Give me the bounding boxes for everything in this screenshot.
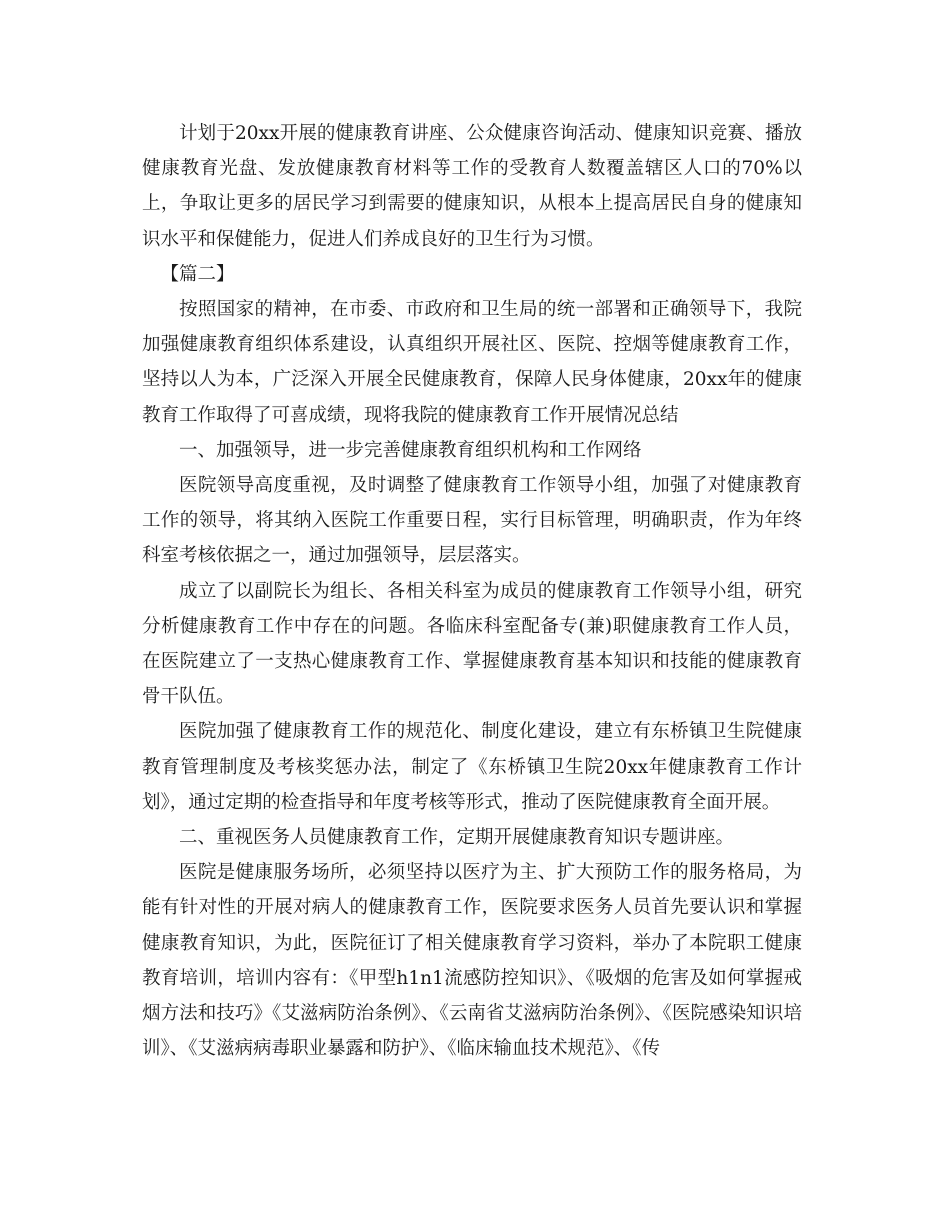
section-heading-leadership: 一、加强领导，进一步完善健康教育组织机构和工作网络 — [179, 439, 642, 461]
paragraph-standardization: 医院加强了健康教育工作的规范化、制度化建设，建立有东桥镇卫生院健康教育管理制度及考核奖惩办法，制定了《东桥镇卫生院20xx年健康教育工作计划》，通过定期的检查指导和年度考核等形式，推动了医院健康教育全面开展。 — [142, 721, 802, 813]
paragraph-leadership-attention: 医院领导高度重视，及时调整了健康教育工作领导小组，加强了对健康教育工作的领导，将其纳入医院工作重要日程，实行目标管理，明确职责，作为年终科室考核依据之一，通过加强领导，层层落实。 — [142, 475, 802, 567]
paragraph-health-education-plan: 计划于20xx开展的健康教育讲座、公众健康咨询活动、健康知识竞赛、播放健康教育光盘、发放健康教育材料等工作的受教育人数覆盖辖区人口的70%以上，争取让更多的居民学习到需要的健康知识，从根本上提高居民自身的健康知识水平和保健能力，促进人们养成良好的卫生行为习惯。 — [142, 123, 802, 250]
section-heading-staff-education: 二、重视医务人员健康教育工作，定期开展健康教育知识专题讲座。 — [179, 827, 735, 849]
document-body — [142, 116, 802, 1066]
paragraph-leadership-group: 成立了以副院长为组长、各相关科室为成员的健康教育工作领导小组，研究分析健康教育工作中存在的问题。各临床科室配备专(兼)职健康教育工作人员，在医院建立了一支热心健康教育工作、掌握健康教育基本知识和技能的健康教育骨干队伍。 — [142, 580, 802, 708]
paragraph-summary-intro: 按照国家的精神，在市委、市政府和卫生局的统一部署和正确领导下，我院加强健康教育组织体系建设，认真组织开展社区、医院、控烟等健康教育工作，坚持以人为本，广泛深入开展全民健康教育，保障人民身体健康，20xx年的健康教育工作取得了可喜成绩，现将我院的健康教育工作开展情况总结 — [142, 299, 802, 426]
section-heading-part-two: 【篇二】 — [160, 263, 235, 285]
paragraph-staff-training: 医院是健康服务场所，必须坚持以医疗为主、扩大预防工作的服务格局，为能有针对性的开展对病人的健康教育工作，医院要求医务人员首先要认识和掌握健康教育知识，为此，医院征订了相关健康教育学习资料，举办了本院职工健康教育培训，培训内容有：《甲型h1n1流感防控知识》、《吸烟的危害及如何掌握戒烟方法和技巧》《艾滋病防治条例》、《云南省艾滋病防治条例》、《医院感染知识培训》、《艾滋病病毒职业暴露和防护》、《临床输血技术规范》、《传 — [142, 862, 802, 1060]
